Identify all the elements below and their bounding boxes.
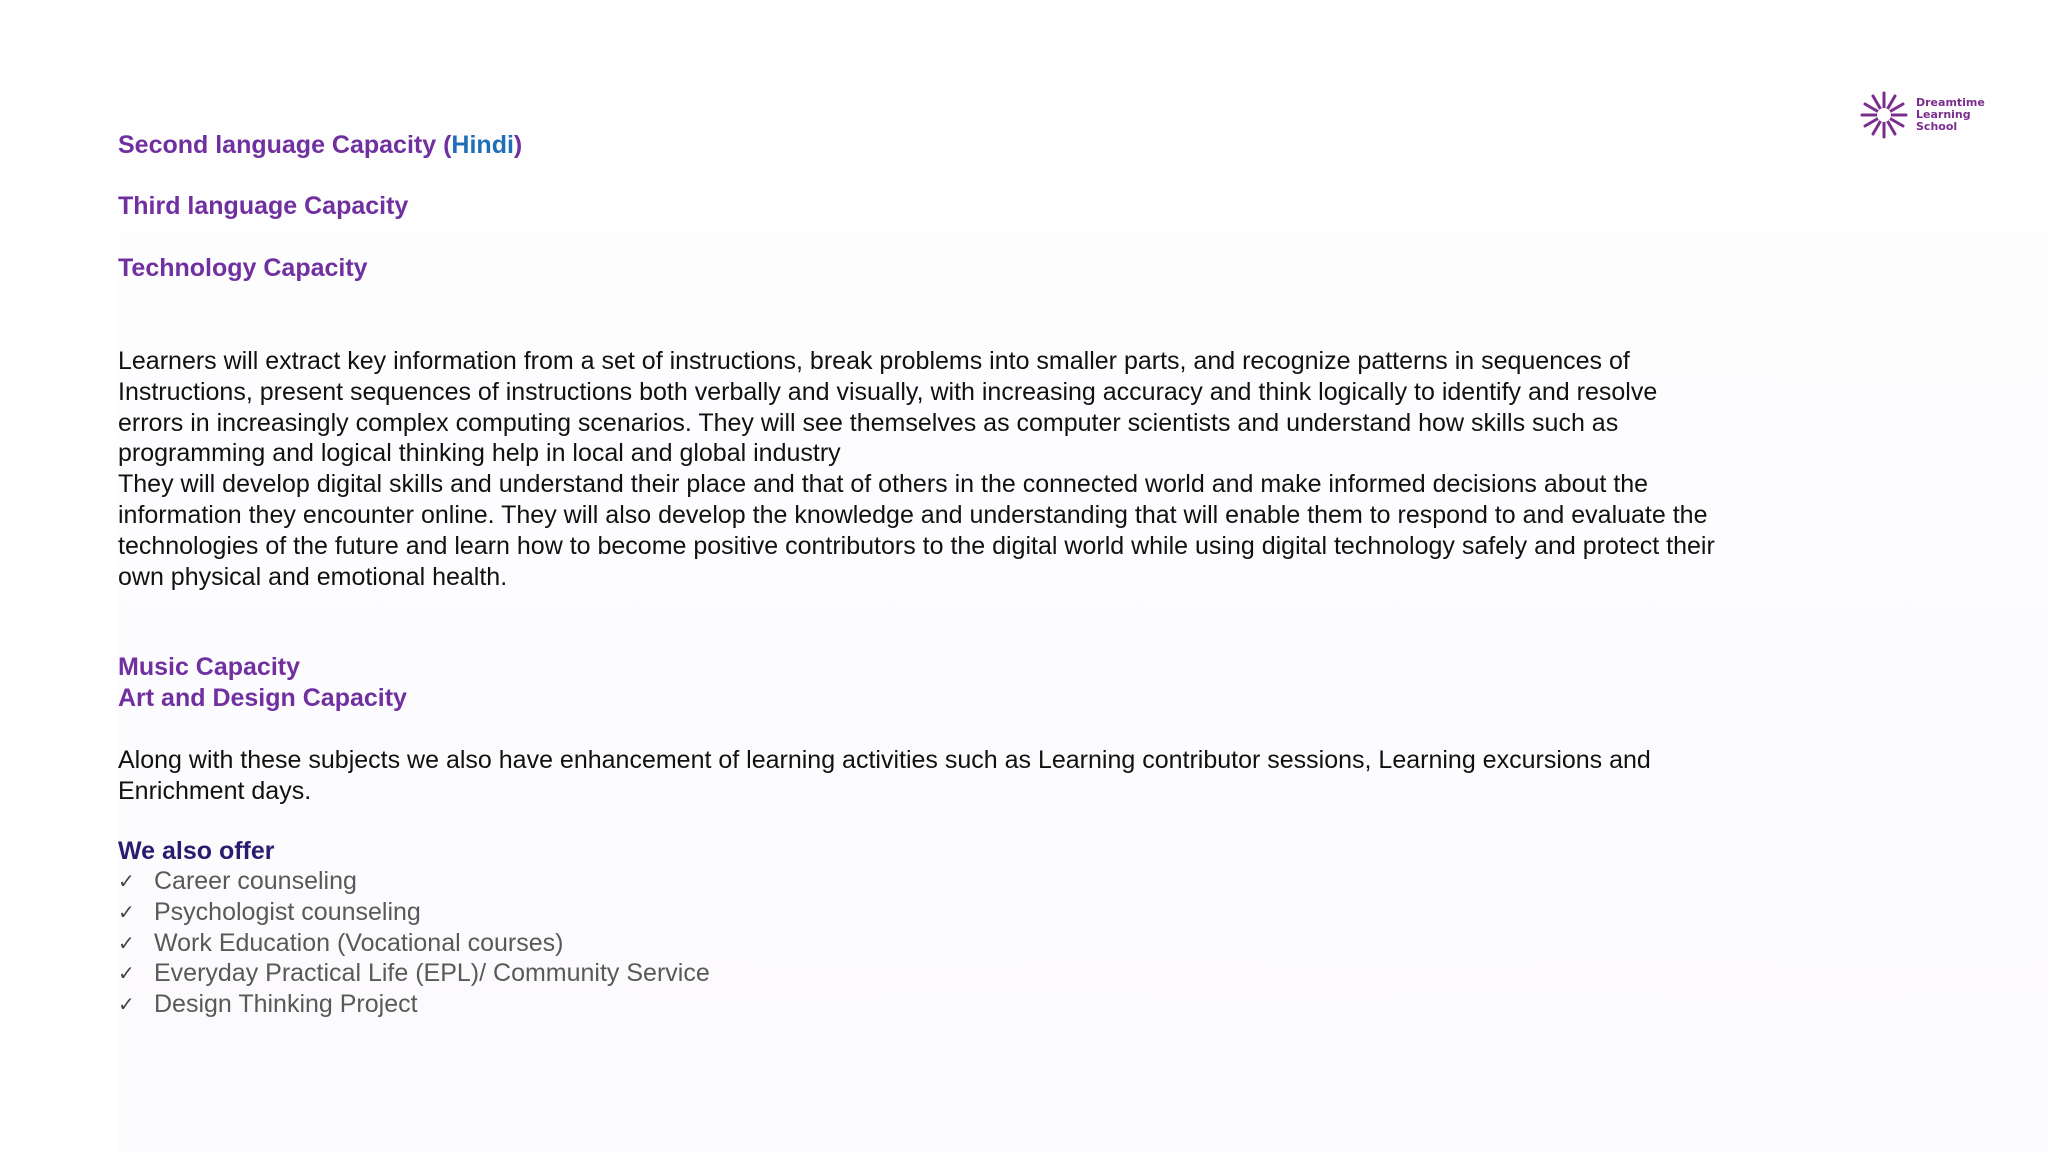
technology-line-7: technologies of the future and learn how to become positive contributors to the digital world while using digital technology safely and protect their [118, 531, 1715, 560]
enhancement-description [118, 745, 1778, 807]
technology-line-1: Learners will extract key information from a set of instructions, break problems into smaller parts, and recognize patterns in sequences of [118, 347, 1630, 375]
we-also-offer-heading: We also offer [118, 837, 275, 865]
school-logo [1858, 88, 1988, 142]
offer-item-label: Everyday Practical Life (EPL)/ Community Service [154, 959, 710, 988]
checkmark-icon: ✓ [118, 961, 135, 986]
enhancement-line-1: Along with these subjects we also have enhancement of learning activities such as Learning contributor sessions, Learning excursions and [118, 746, 1651, 774]
list-item [118, 958, 710, 989]
second-language-suffix: ) [513, 131, 523, 159]
offer-item-label: Design Thinking Project [154, 990, 418, 1019]
checkmark-icon: ✓ [118, 992, 135, 1017]
technology-line-4: programming and logical thinking help in local and global industry [118, 439, 841, 468]
list-item [118, 989, 710, 1020]
sunburst-logo-icon [1858, 89, 1910, 141]
hindi-highlight: Hindi [451, 131, 514, 159]
third-language-heading: Third language Capacity [118, 192, 409, 220]
logo-line-1: Dreamtime [1916, 96, 1985, 109]
technology-line-8: own physical and emotional health. [118, 562, 508, 591]
technology-line-5: They will develop digital skills and understand their place and that of others in the connected world and make informed decisions about the [118, 470, 1649, 499]
logo-text [1916, 97, 1985, 133]
technology-description [118, 346, 1778, 592]
music-heading: Music Capacity [118, 653, 301, 681]
checkmark-icon: ✓ [118, 869, 135, 893]
offer-list [118, 866, 710, 1020]
technology-line-2: Instructions, present sequences of instructions both verbally and visually, with increasing accuracy and think logically to identify and resolve [118, 377, 1658, 406]
second-language-heading [118, 131, 522, 160]
second-language-prefix: Second language Capacity ( [118, 131, 452, 159]
list-item [118, 897, 710, 928]
offer-item-label: Career counseling [154, 867, 357, 895]
art-design-heading: Art and Design Capacity [118, 684, 407, 712]
enhancement-line-2: Enrichment days. [118, 776, 312, 805]
logo-line-3: School [1916, 120, 1958, 133]
checkmark-icon: ✓ [118, 899, 135, 924]
list-item [118, 866, 710, 897]
list-item [118, 928, 710, 959]
technology-heading: Technology Capacity [118, 254, 368, 282]
checkmark-icon: ✓ [118, 930, 135, 955]
offer-item-label: Psychologist counseling [154, 897, 421, 926]
technology-line-3: errors in increasingly complex computing scenarios. They will see themselves as computer scientists and understand how skills such as [118, 408, 1619, 437]
offer-item-label: Work Education (Vocational courses) [154, 928, 564, 957]
logo-line-2: Learning [1916, 108, 1971, 121]
technology-line-6: information they encounter online. They will also develop the knowledge and understanding that will enable them to respond to and evaluate the [118, 500, 1708, 529]
